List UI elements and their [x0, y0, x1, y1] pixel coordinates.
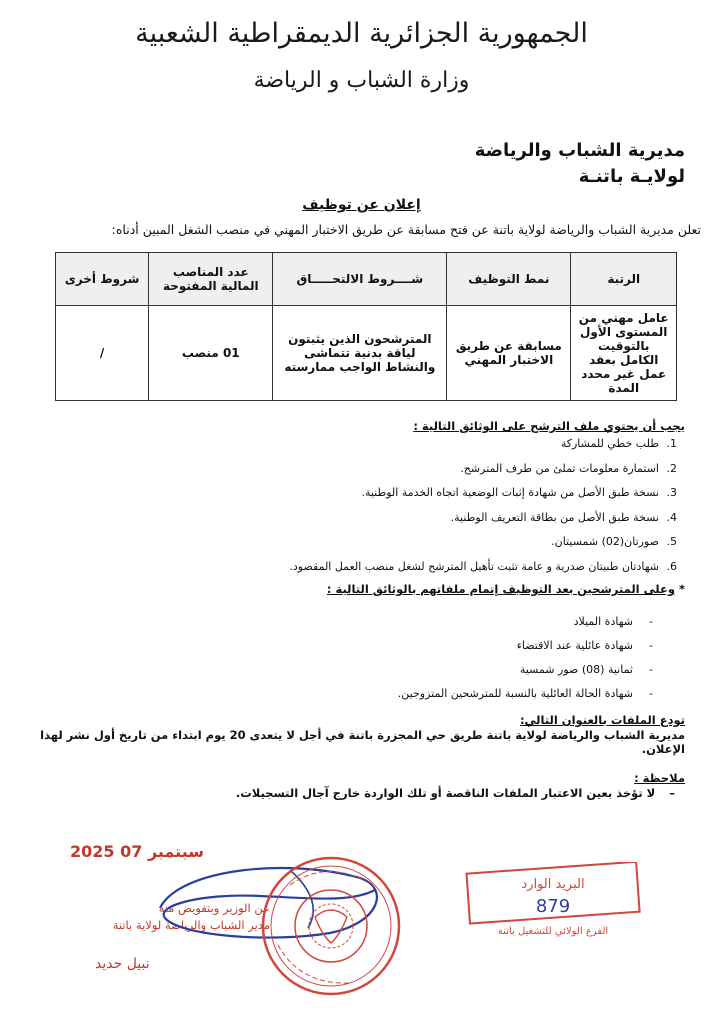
note-text: – لا تؤخذ بعين الاعتبار الملفات الناقصة أو تلك الواردة خارج آجال التسجيلات.	[236, 786, 675, 800]
deposit-heading: تودع الملفات بالعنوان التالي:	[519, 713, 685, 727]
table-cell-hiring-mode: مسابقة عن طريق الاختبار المهني	[447, 306, 571, 401]
deposit-address: مديرية الشباب والرياضة لولاية باتنة طريق حي المجزرة باتنة في أجل لا يتعدى 20 يوم ابتداء من تاريخ أول نشر لهذا الإعلان.	[40, 728, 685, 756]
table-header-other: شروط أخرى	[56, 253, 149, 306]
table-cell-grade: عامل مهني من المستوى الأول بالتوقيت الكامل بعقد عمل غير محدد المدة	[571, 306, 677, 401]
list-item: 5. صورتان(02) شمسيتان.	[63, 530, 663, 555]
announcement-intro: تعلن مديرية الشباب والرياضة لولاية باتنة عن فتح مسابقة عن طريق الاختبار المهني في منصب الشغل المبين أدناه:	[111, 222, 701, 237]
signature-title: مدير الشباب والرياضة لولاية باتنة	[112, 918, 270, 932]
documents-heading: يجب أن يحتوي ملف الترشح على الوثائق التالية :	[413, 419, 685, 433]
list-item: 1. طلب خطي للمشاركة	[63, 432, 663, 457]
documents-list	[63, 432, 685, 579]
signature-delegation: عن الوزير وبتفويض منه	[158, 901, 270, 915]
table-header-grade: الرتبة	[571, 253, 677, 306]
postal-stamp-subtitle: الفرع الولائي للتشغيل باتنة	[497, 926, 609, 937]
table-row	[56, 306, 677, 401]
table-cell-conditions: المترشحون الذين يثبتون لياقة بدنية تتماشى والنشاط الواجب ممارسته	[273, 306, 447, 401]
after-hiring-star: *	[674, 582, 685, 596]
table-header-positions: عدد المناصب المالية المفتوحة	[149, 253, 273, 306]
announcement-title: إعلان عن توظيف	[302, 197, 421, 213]
table-cell-other: /	[56, 306, 149, 401]
table-cell-positions: 01 منصب	[149, 306, 273, 401]
list-item: 6. شهادتان طبيتان صدرية و عامة تثبت تأهيل المترشح لشغل منصب العمل المقصود.	[63, 555, 663, 580]
after-hiring-heading-text: وعلى المترشحين بعد التوظيف إتمام ملفاتهم بالوثائق التالية :	[326, 582, 675, 596]
postal-stamp-title: البريد الوارد	[521, 877, 585, 892]
date-stamp: 2025 سبتمبر 07	[70, 842, 204, 861]
table-header-hiring-mode: نمط التوظيف	[447, 253, 571, 306]
header-ministry: وزارة الشباب و الرياضة	[253, 68, 470, 93]
official-seal	[260, 855, 402, 997]
list-item: - ثمانية (08) صور شمسية	[93, 658, 653, 682]
list-item: - شهادة الحالة العائلية بالنسبة للمترشحين المتزوجين.	[93, 682, 653, 706]
directorate-province: لولايـة باتنـة	[578, 166, 685, 187]
list-item: - شهادة الميلاد	[93, 610, 653, 634]
list-item: 3. نسخة طبق الأصل من شهادة إثبات الوضعية اتجاه الخدمة الوطنية.	[63, 481, 663, 506]
after-hiring-heading	[327, 582, 685, 596]
table-header-conditions: شــــروط الالتحـــــاق	[273, 253, 447, 306]
table-header-row	[56, 253, 677, 306]
header-republic: الجمهورية الجزائرية الديمقراطية الشعبية	[135, 18, 588, 49]
after-hiring-list	[93, 610, 653, 706]
directorate-block	[475, 138, 685, 190]
signature-name: نبيل حديد	[95, 956, 150, 972]
list-item: 2. استمارة معلومات تملئ من طرف المترشح.	[63, 457, 663, 482]
incoming-mail-stamp	[448, 862, 648, 942]
directorate-name: مديرية الشباب والرياضة	[474, 140, 685, 161]
postal-stamp-number: 879	[535, 896, 571, 917]
note-heading: ملاحظة :	[634, 771, 685, 785]
list-item: - شهادة عائلية عند الاقتضاء	[93, 634, 653, 658]
list-item: 4. نسخة طبق الأصل من بطاقة التعريف الوطنية.	[63, 506, 663, 531]
jobs-table	[55, 252, 677, 401]
